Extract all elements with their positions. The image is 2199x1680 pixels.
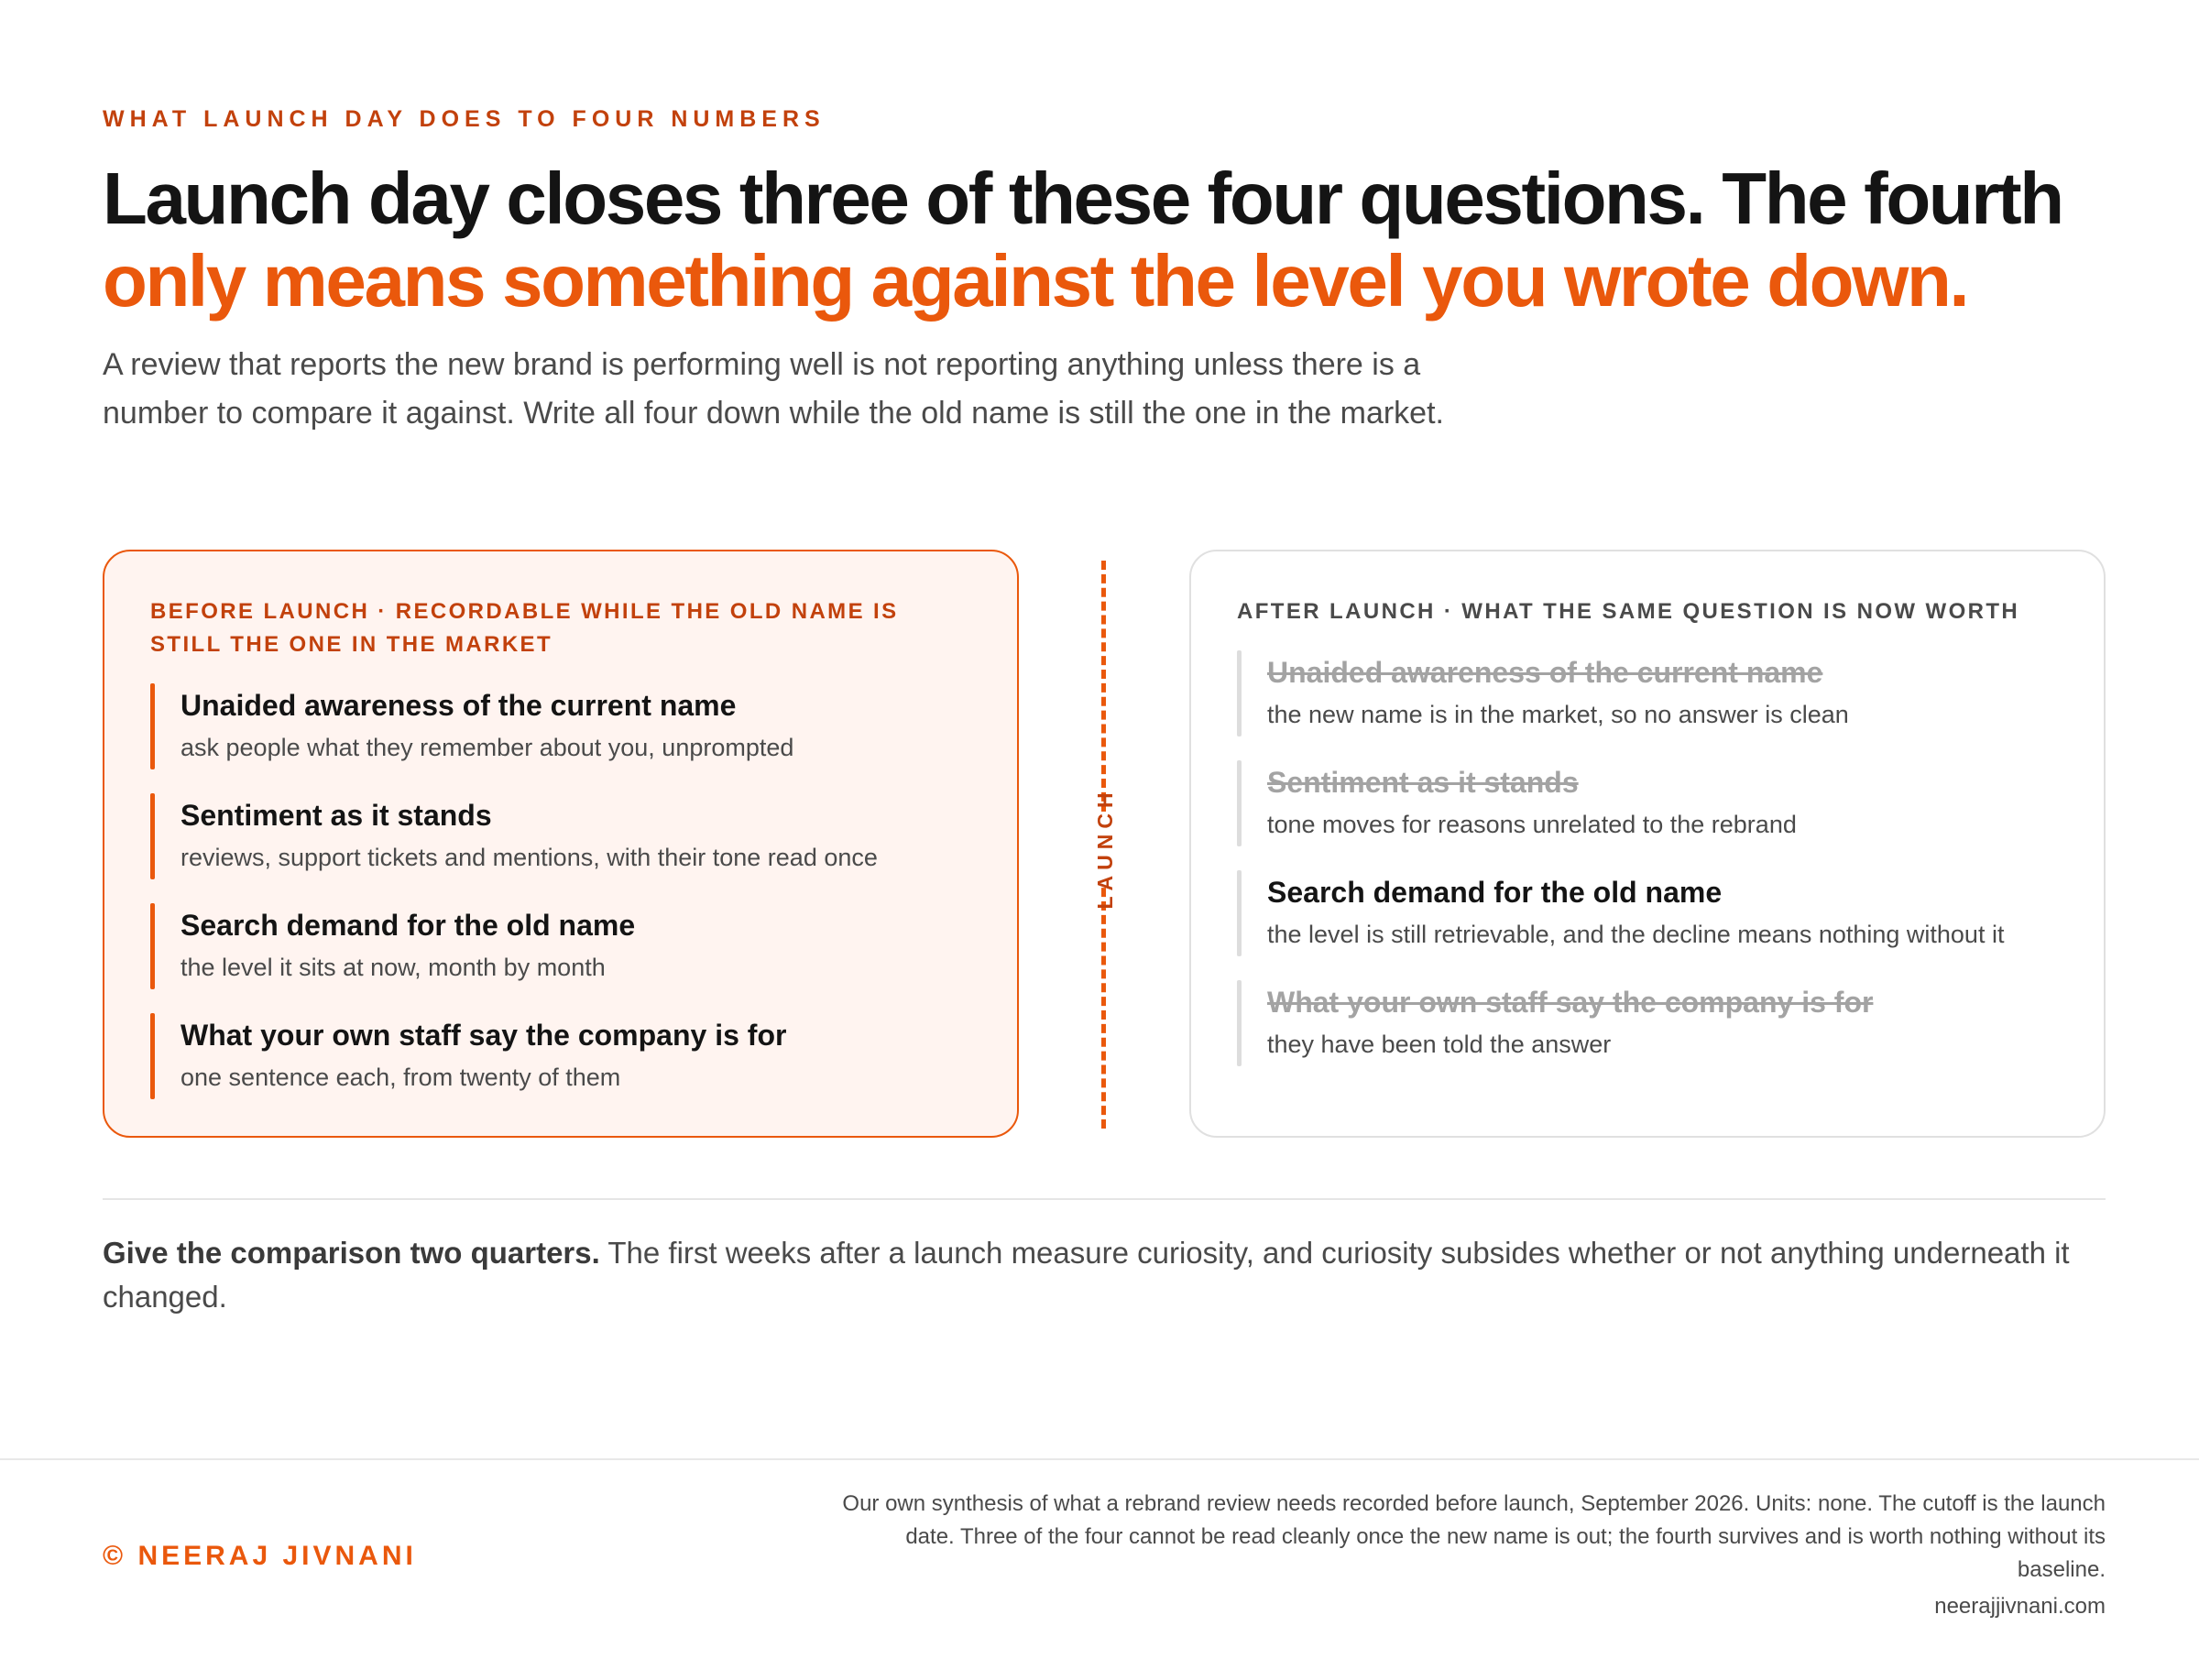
item-title: Search demand for the old name xyxy=(181,909,636,942)
item-title: Unaided awareness of the current name xyxy=(181,689,737,722)
item-description: reviews, support tickets and mentions, with their tone read once xyxy=(181,844,878,871)
item-title: Sentiment as it stands xyxy=(1267,766,1579,799)
page-title xyxy=(103,158,2118,322)
before-launch-title: BEFORE LAUNCH · RECORDABLE WHILE THE OLD NAME IS STILL THE ONE IN THE MARKET xyxy=(150,599,899,657)
before-item-unaided-awareness xyxy=(150,683,878,769)
footer-divider xyxy=(0,1458,2199,1460)
launch-divider-label: LAUNCH xyxy=(1087,812,1123,885)
item-description: they have been told the answer xyxy=(1267,1031,1612,1058)
author-credit: © NEERAJ JIVNANI xyxy=(103,1541,417,1571)
after-item-staff-view xyxy=(1237,980,2004,1066)
before-item-sentiment xyxy=(150,793,878,879)
takeaway-body: The first weeks after a launch measure curiosity, and curiosity subsides whether or not anything underneath it changed. xyxy=(103,1236,2070,1314)
after-item-search-demand xyxy=(1237,870,2004,956)
after-launch-card xyxy=(1189,550,2106,1138)
item-title: What your own staff say the company is for xyxy=(1267,986,1874,1019)
item-title: Sentiment as it stands xyxy=(181,799,492,832)
section-divider xyxy=(103,1198,2106,1200)
after-item-sentiment xyxy=(1237,760,2004,846)
before-launch-card xyxy=(103,550,1019,1138)
site-link[interactable]: neerajjivnani.com xyxy=(1934,1594,2106,1619)
takeaway-lead: Give the comparison two quarters. xyxy=(103,1236,600,1270)
item-description: the new name is in the market, so no answer is clean xyxy=(1267,701,1849,728)
after-launch-title: AFTER LAUNCH · WHAT THE SAME QUESTION IS NOW WORTH xyxy=(1237,599,2020,624)
before-launch-list xyxy=(150,683,878,1123)
headline-line-2: only means something against the level you wrote down. xyxy=(103,240,1968,322)
item-description: the level is still retrievable, and the decline means nothing without it xyxy=(1267,921,2005,948)
item-description: tone moves for reasons unrelated to the rebrand xyxy=(1267,811,1797,838)
after-item-unaided-awareness xyxy=(1237,650,2004,736)
item-description: one sentence each, from twenty of them xyxy=(181,1064,621,1091)
item-description: ask people what they remember about you, unprompted xyxy=(181,734,794,761)
item-title: Search demand for the old name xyxy=(1267,876,1723,909)
item-title: Unaided awareness of the current name xyxy=(1267,656,1823,689)
headline-line-1: Launch day closes three of these four questions. The fourth xyxy=(103,158,2062,239)
item-title: What your own staff say the company is for xyxy=(181,1019,787,1052)
before-item-staff-view xyxy=(150,1013,878,1099)
eyebrow: WHAT LAUNCH DAY DOES TO FOUR NUMBERS xyxy=(103,106,826,132)
source-note: Our own synthesis of what a rebrand review needs recorded before launch, September 2026. Units: none. The cutoff is the launch date. Three of the four cannot be read cleanly once the new name is out; the fourth survives and is worth nothing without its baseline. xyxy=(842,1491,2106,1582)
item-description: the level it sits at now, month by month xyxy=(181,954,606,981)
takeaway-paragraph xyxy=(103,1231,2109,1319)
lede-paragraph: A review that reports the new brand is performing well is not reporting anything unless there is a number to compare it against. Write all four down while the old name is still the one in the market. xyxy=(103,347,1444,431)
after-launch-list xyxy=(1237,650,2004,1090)
before-item-search-demand xyxy=(150,903,878,989)
